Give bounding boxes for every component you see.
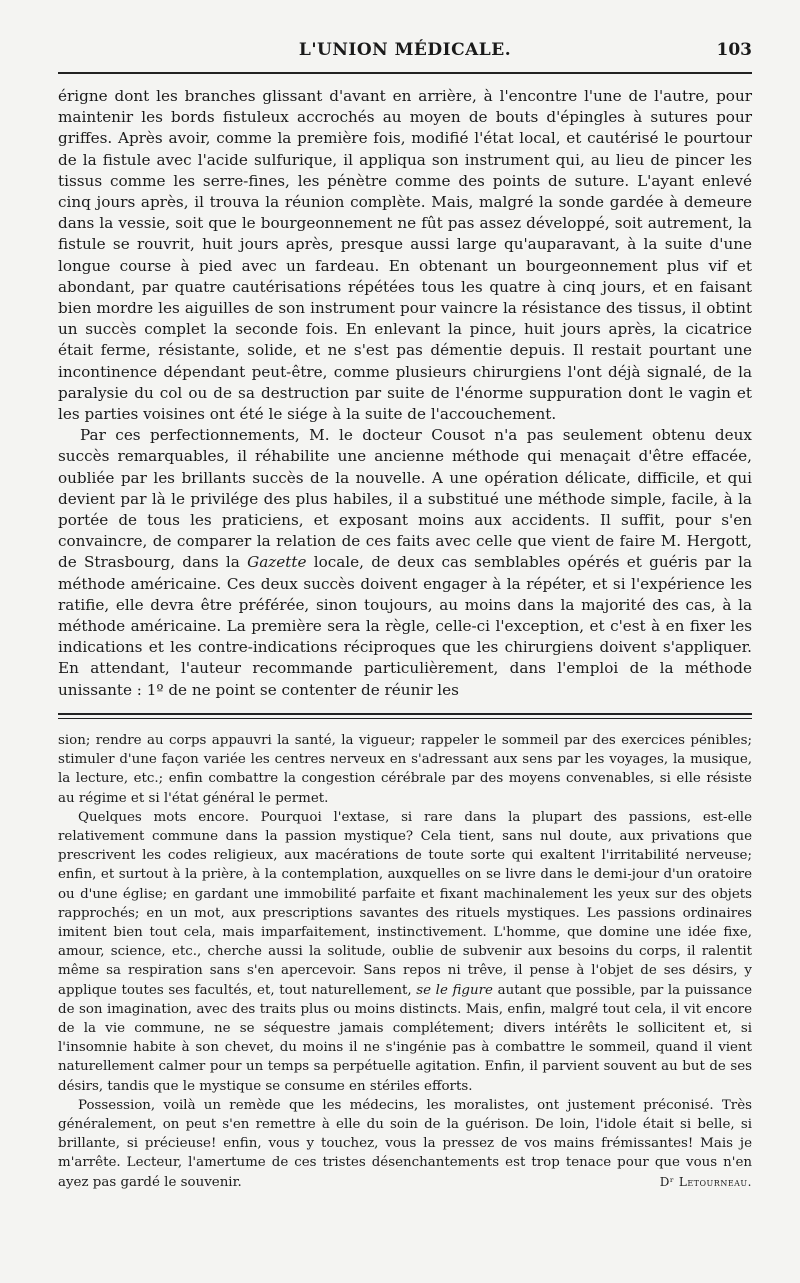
main-text	[58, 86, 752, 701]
footnote-paragraph-1: sion; rendre au corps appauvri la santé, la vigueur; rappeler le sommeil par des exercices pénibles; stimuler d'une façon variée les centres nerveux en s'adressant aux sens par les voyages, la musique, la lecture, etc.; enfin combattre la congestion cérébrale par des moyens convenables, si elle résiste au régime et si l'état général le permet.	[58, 732, 752, 806]
footnote-separator	[58, 713, 752, 719]
footnote-paragraph-3: Possession, voilà un remède que les médecins, les moralistes, ont justement préconisé. Très généralement, on peut s'en remettre à elle du soin de la guérison. De loin, l'idole était si belle, si brillante, si précieuse! enfin, vous y touchez, vous la pressez de vos mains frémissantes! Mais je m'arrête. Lecteur, l'amertume de ces tristes désenchantements est trop tenace pour que vous n'en ayez pas gardé le souvenir.	[58, 1097, 752, 1190]
running-header	[58, 36, 752, 68]
footnote-text	[58, 731, 752, 1192]
se-le-figure-italic: se le figure	[416, 982, 493, 998]
footnote-paragraph-2-part-b: autant que possible, par la puissance de son imagination, avec des traits plus ou moins distincts. Mais, enfin, malgré tout cela, il vit encore de la vie commune, ne se séquestre jamais complétement; divers intérêts le sollicitent et, si l'insomnie habite à son chevet, du moins il ne s'ingénie pas à combattre le sommeil, quand il vient naturellement calmer pour un temps sa perpétuelle agitation. Enfin, il parvient souvent au but de ses désirs, tandis que le mystique se consume en stériles efforts.	[58, 982, 752, 1094]
main-paragraph-2	[58, 425, 752, 701]
page	[58, 36, 752, 1192]
signature-prefix: Dʳ	[659, 1174, 675, 1189]
journal-title: L'UNION MÉDICALE.	[298, 40, 512, 60]
header-rule	[58, 72, 752, 74]
page-number: 103	[716, 40, 752, 60]
signature-name: Letourneau.	[678, 1174, 752, 1189]
footnote-paragraph-2-part-a: Quelques mots encore. Pourquoi l'extase, si rare dans la plupart des passions, est-elle relativement commune dans la passion mystique? Cela tient, sans nul doute, aux privations que prescrivent les codes religieux, aux macérations de toute sorte qui exaltent l'irritabilité nerveuse; enfin, et surtout à la prière, à la contemplation, auxquelles on se livre dans le demi-jour d'un oratoire ou d'une église; en gardant une immobilité parfaite et fixant machinalement les yeux sur des objets rapprochés; en un mot, aux prescriptions savantes des rituels mystiques. Les passions ordinaires imitent bien tout cela, mais imparfaitement, instinctivement. L'homme, que domine une idée fixe, amour, science, etc., cherche aussi la solitude, oublie de subvenir aux besoins du corps, il ralentit même sa respiration sans s'en apercevoir. Sans repos ni trêve, il pense à l'objet de ses désirs, y applique toutes ses facultés, et, tout naturellement,	[58, 809, 752, 998]
main-paragraph-2-part-b: locale, de deux cas semblables opérés et guéris par la méthode américaine. Ces deux succès doivent engager à la répéter, et si l'expérience les ratifie, elle devra être préférée, sinon toujours, au moins dans la majorité des cas, à la méthode américaine. La première sera la règle, celle-ci l'exception, et c'est à en fixer les indications et les contre-indications réciproques que les chirurgiens doivent s'appliquer. En attendant, l'auteur recommande particulièrement, dans l'emploi de la méthode unissante : 1º de ne point se contenter de réunir les	[58, 553, 752, 699]
footnote-paragraph-2	[58, 808, 752, 1096]
main-paragraph-2-part-a: Par ces perfectionnements, M. le docteur Cousot n'a pas seulement obtenu deux succès remarquables, il réhabilite une ancienne méthode qui menaçait d'être effacée, oubliée par les brillants succès de la nouvelle. A une opération délicate, difficile, et qui devient par là le privilége des plus habiles, il a substitué une méthode simple, facile, à la portée de tous les praticiens, et exposant moins aux accidents. Il suffit, pour s'en convaincre, de comparer la relation de ces faits avec celle que vient de faire M. Hergott, de Strasbourg, dans la	[58, 426, 752, 572]
main-paragraph-1: érigne dont les branches glissant d'avant en arrière, à l'encontre l'une de l'autre, pour maintenir les bords fistuleux accrochés au moyen de bouts d'épingles à sutures pour griffes. Après avoir, comme la première fois, modifié l'état local, et cautérisé le pourtour de la fistule avec l'acide sulfurique, il appliqua son instrument qui, au lieu de pincer les tissus comme les serre-fines, les pénètre comme des points de suture. L'ayant enlevé cinq jours après, il trouva la réunion complète. Mais, malgré la sonde gardée à demeure dans la vessie, soit que le bourgeonnement ne fût pas assez développé, soit autrement, la fistule se rouvrit, huit jours après, presque aussi large qu'auparavant, à la suite d'une longue course à pied avec un fardeau. En obtenant un bourgeonnement plus vif et abondant, par quatre cautérisations répétées tous les quatre à cinq jours, et en faisant bien mordre les aiguilles de son instrument pour vaincre la résistance des tissus, il obtint un succès complet la seconde fois. En enlevant la pince, huit jours après, la cicatrice était ferme, résistante, solide, et ne s'est pas démentie depuis. Il restait pourtant une incontinence dépendant peut-être, comme plusieurs chirurgiens l'ont déjà signalé, de la paralysie du col ou de sa destruction par suite de l'énorme suppuration dont le vagin et les parties voisines ont été le siége à la suite de l'accouchement.	[58, 87, 752, 424]
gazette-italic: Gazette	[247, 553, 307, 572]
